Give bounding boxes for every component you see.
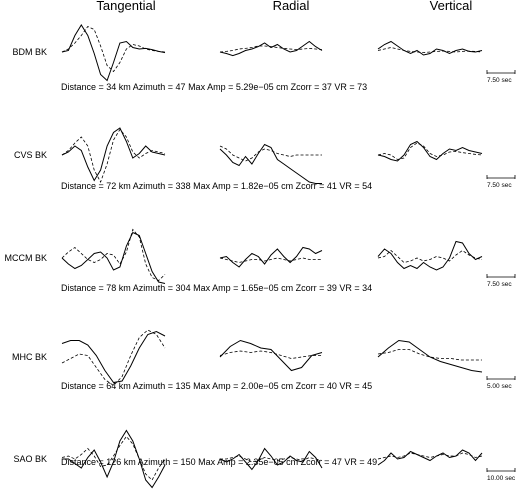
observed-trace-radial — [220, 248, 322, 268]
column-title-radial: Radial — [272, 0, 310, 13]
station-info: Distance = 126 km Azimuth = 150 Max Amp = 2.35e−05 cm Zcorr = 47 VR = 49 — [61, 457, 378, 467]
observed-trace-tangential — [62, 128, 165, 181]
observed-trace-radial — [220, 145, 322, 184]
observed-trace-vertical — [378, 341, 482, 373]
column-title-vertical: Vertical — [429, 0, 473, 13]
time-scale-label: 5.00 sec — [487, 383, 512, 390]
time-scale-label: 7.50 sec — [487, 182, 512, 189]
station-info: Distance = 72 km Azimuth = 338 Max Amp = 1.82e−05 cm Zcorr = 41 VR = 54 — [61, 181, 373, 191]
station-row-cvs-bk — [14, 128, 515, 191]
station-info: Distance = 34 km Azimuth = 47 Max Amp = 5.29e−05 cm Zcorr = 37 VR = 73 — [61, 82, 368, 92]
observed-trace-vertical — [378, 450, 482, 465]
time-scale-label: 10.00 sec — [487, 475, 516, 482]
station-label: CVS BK — [13, 150, 47, 160]
observed-trace-radial — [220, 341, 322, 371]
observed-trace-tangential — [62, 25, 165, 81]
station-rows — [5, 25, 516, 488]
synthetic-trace-radial — [220, 351, 322, 359]
observed-trace-vertical — [378, 242, 482, 271]
station-label: BDM BK — [12, 47, 47, 57]
synthetic-trace-radial — [220, 258, 322, 263]
synthetic-trace-tangential — [62, 130, 165, 183]
station-label: MHC BK — [11, 352, 47, 362]
observed-trace-tangential — [62, 233, 165, 284]
synthetic-trace-tangential — [62, 230, 165, 281]
synthetic-trace-tangential — [62, 330, 165, 386]
station-row-mhc-bk — [12, 330, 515, 391]
observed-trace-vertical — [378, 142, 482, 162]
time-scale-label: 7.50 sec — [487, 77, 512, 84]
time-scale-label: 7.50 sec — [487, 281, 512, 288]
station-label: SAO BK — [13, 454, 47, 464]
station-info: Distance = 64 km Azimuth = 135 Max Amp = 2.00e−05 cm Zcorr = 40 VR = 45 — [61, 381, 373, 391]
column-title-tangential: Tangential — [96, 0, 156, 13]
station-label: MCCM BK — [4, 253, 47, 263]
station-row-sao-bk — [13, 431, 515, 488]
synthetic-trace-vertical — [378, 350, 482, 361]
station-info: Distance = 78 km Azimuth = 304 Max Amp = 1.65e−05 cm Zcorr = 39 VR = 34 — [61, 283, 373, 293]
observed-trace-tangential — [62, 332, 165, 383]
station-row-mccm-bk — [5, 230, 516, 294]
station-row-bdm-bk — [12, 25, 515, 92]
